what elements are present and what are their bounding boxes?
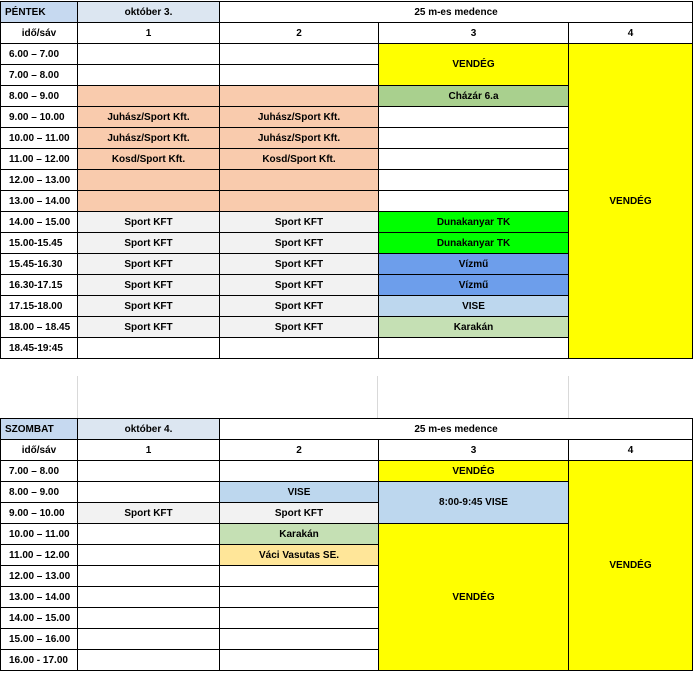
gap-gridline [568,376,569,418]
lane2-cell [220,338,379,359]
lane2-cell: Sport KFT [220,317,379,338]
time-slot: 13.00 – 14.00 [1,587,78,608]
time-slot: 7.00 – 8.00 [1,461,78,482]
table-row [1,44,693,65]
lane2-cell [220,608,379,629]
lane3-guest-cell: VENDÉG [379,44,569,86]
lane2-cell: Sport KFT [220,233,379,254]
time-slot: 10.00 – 11.00 [1,128,78,149]
lane2-cell: VISE [220,482,379,503]
lane-number: 3 [379,23,569,44]
time-slot: 10.00 – 11.00 [1,524,78,545]
lane1-cell [78,524,220,545]
lane1-cell: Sport KFT [78,275,220,296]
pool-title: 25 m-es medence [220,2,693,23]
time-slot: 16.00 - 17.00 [1,650,78,671]
table-row [1,2,693,23]
lane2-cell [220,587,379,608]
time-slot: 15.00 – 16.00 [1,629,78,650]
lane-number: 3 [379,440,569,461]
lane3-cell: Vízmű [379,275,569,296]
time-slot: 9.00 – 10.00 [1,503,78,524]
lane3-cell: VISE [379,296,569,317]
lane1-cell [78,170,220,191]
lane3-cell: Vízmű [379,254,569,275]
lane3-vise-cell: 8:00-9:45 VISE [379,482,569,524]
lane1-cell [78,587,220,608]
time-slot: 12.00 – 13.00 [1,566,78,587]
lane1-cell: Juhász/Sport Kft. [78,107,220,128]
lane2-cell: Kosd/Sport Kft. [220,149,379,170]
lane3-cell [379,191,569,212]
lane1-cell [78,608,220,629]
table-gap [0,376,693,418]
lane-header: idő/sáv [1,440,78,461]
lane2-cell: Sport KFT [220,212,379,233]
time-slot: 15.45-16.30 [1,254,78,275]
pool-title: 25 m-es medence [220,419,693,440]
time-slot: 7.00 – 8.00 [1,65,78,86]
lane-number: 2 [220,440,379,461]
saturday-schedule-table [0,418,693,671]
date-label: október 3. [78,2,220,23]
lane-number: 4 [569,23,693,44]
time-slot: 8.00 – 9.00 [1,86,78,107]
lane3-guest-cell: VENDÉG [379,461,569,482]
table-row [1,23,693,44]
lane-number: 4 [569,440,693,461]
lane3-cell [379,128,569,149]
date-label: október 4. [78,419,220,440]
lane1-cell [78,629,220,650]
lane1-cell [78,545,220,566]
lane3-guest-cell: VENDÉG [379,524,569,671]
time-slot: 8.00 – 9.00 [1,482,78,503]
lane1-cell: Sport KFT [78,296,220,317]
lane2-cell: Sport KFT [220,503,379,524]
time-slot: 9.00 – 10.00 [1,107,78,128]
lane2-cell: Juhász/Sport Kft. [220,128,379,149]
time-slot: 11.00 – 12.00 [1,545,78,566]
table-row [1,461,693,482]
friday-schedule-table [0,1,693,359]
lane-header: idő/sáv [1,23,78,44]
lane-number: 1 [78,440,220,461]
lane3-cell: Dunakanyar TK [379,233,569,254]
lane3-cell: Dunakanyar TK [379,212,569,233]
table-row [1,440,693,461]
lane1-cell: Sport KFT [78,254,220,275]
time-slot: 12.00 – 13.00 [1,170,78,191]
lane1-cell [78,86,220,107]
lane3-cell: Cházár 6.a [379,86,569,107]
day-label: SZOMBAT [1,419,78,440]
time-slot: 11.00 – 12.00 [1,149,78,170]
lane2-cell [220,461,379,482]
lane4-guest-cell: VENDÉG [569,461,693,671]
lane1-cell [78,338,220,359]
time-slot: 14.00 – 15.00 [1,608,78,629]
time-slot: 17.15-18.00 [1,296,78,317]
lane-number: 1 [78,23,220,44]
lane3-cell [379,149,569,170]
lane1-cell [78,191,220,212]
lane1-cell: Sport KFT [78,233,220,254]
lane2-cell [220,566,379,587]
lane1-cell: Sport KFT [78,503,220,524]
lane1-cell: Sport KFT [78,317,220,338]
lane2-cell [220,650,379,671]
lane1-cell: Sport KFT [78,212,220,233]
lane3-cell [379,338,569,359]
time-slot: 15.00-15.45 [1,233,78,254]
lane2-cell [220,44,379,65]
lane4-guest-cell: VENDÉG [569,44,693,359]
day-label: PÉNTEK [1,2,78,23]
time-slot: 14.00 – 15.00 [1,212,78,233]
lane1-cell [78,65,220,86]
lane3-cell [379,170,569,191]
time-slot: 16.30-17.15 [1,275,78,296]
lane-number: 2 [220,23,379,44]
lane2-cell: Sport KFT [220,296,379,317]
lane1-cell: Kosd/Sport Kft. [78,149,220,170]
lane2-cell: Sport KFT [220,275,379,296]
lane3-cell [379,107,569,128]
lane2-cell [220,170,379,191]
lane1-cell [78,566,220,587]
lane2-cell: Karakán [220,524,379,545]
lane1-cell [78,650,220,671]
lane1-cell: Juhász/Sport Kft. [78,128,220,149]
lane2-cell: Juhász/Sport Kft. [220,107,379,128]
gap-gridline [377,376,378,418]
lane2-cell: Váci Vasutas SE. [220,545,379,566]
lane3-cell: Karakán [379,317,569,338]
time-slot: 18.00 – 18.45 [1,317,78,338]
time-slot: 6.00 – 7.00 [1,44,78,65]
lane2-cell [220,65,379,86]
lane2-cell: Sport KFT [220,254,379,275]
time-slot: 18.45-19:45 [1,338,78,359]
table-row [1,419,693,440]
lane1-cell [78,461,220,482]
time-slot: 13.00 – 14.00 [1,191,78,212]
lane2-cell [220,86,379,107]
lane1-cell [78,44,220,65]
lane2-cell [220,629,379,650]
lane2-cell [220,191,379,212]
lane1-cell [78,482,220,503]
gap-gridline [77,376,78,418]
